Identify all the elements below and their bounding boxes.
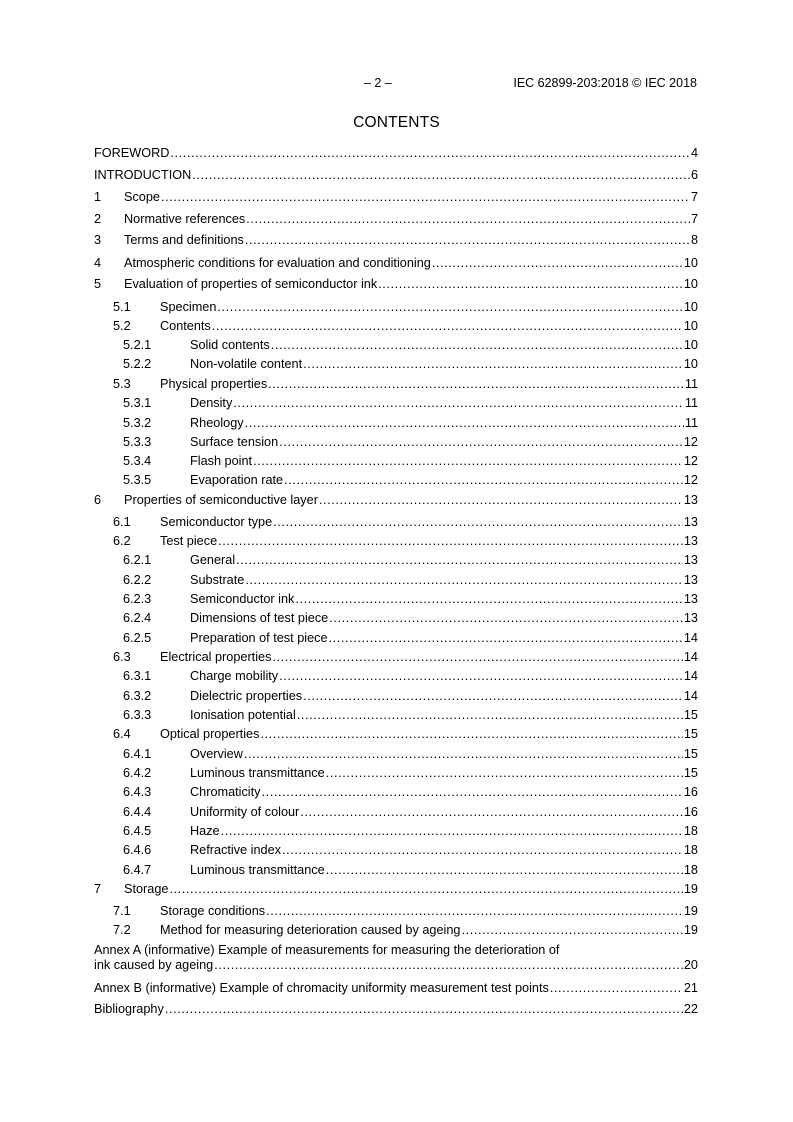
toc-entry-label: Flash point xyxy=(190,454,253,468)
toc-entry[interactable] xyxy=(94,843,698,858)
toc-entry-number: 6.3.1 xyxy=(123,669,152,683)
toc-entry-label: Storage conditions xyxy=(160,904,266,918)
toc-entry-label: ink caused by ageing xyxy=(94,958,214,972)
toc-entry[interactable] xyxy=(94,747,698,762)
toc-entry-label: Normative references xyxy=(124,212,246,226)
dot-leader xyxy=(161,190,690,205)
toc-entry[interactable] xyxy=(94,611,698,626)
toc-entry-number: 6.4.7 xyxy=(123,863,152,877)
toc-entry[interactable] xyxy=(94,168,698,183)
toc-entry[interactable] xyxy=(94,727,698,742)
dot-leader xyxy=(192,168,690,183)
dot-leader xyxy=(303,357,683,372)
toc-entry-label: Test piece xyxy=(160,534,218,548)
dot-leader xyxy=(326,766,683,781)
dot-leader xyxy=(279,435,683,450)
toc-entry-number: 7.1 xyxy=(113,904,131,918)
toc-entry[interactable] xyxy=(94,416,698,431)
toc-entry-page: 10 xyxy=(683,319,698,333)
dot-leader xyxy=(284,473,683,488)
toc-entry[interactable] xyxy=(94,785,698,800)
toc-entry-label: Specimen xyxy=(160,300,217,314)
toc-entry-page: 7 xyxy=(690,212,698,226)
toc-entry-page: 13 xyxy=(683,611,698,625)
toc-entry[interactable] xyxy=(94,435,698,450)
dot-leader xyxy=(268,377,684,392)
dot-leader xyxy=(212,319,683,334)
toc-entry[interactable] xyxy=(94,256,698,271)
toc-entry-page: 21 xyxy=(683,981,698,995)
toc-entry-page: 10 xyxy=(683,357,698,371)
toc-entry-label: Optical properties xyxy=(160,727,260,741)
toc-entry-number: 6.3 xyxy=(113,650,131,664)
toc-entry-label: Physical properties xyxy=(160,377,268,391)
toc-entry-label: Electrical properties xyxy=(160,650,272,664)
toc-entry-label: Method for measuring deterioration caused by ageing xyxy=(160,923,461,937)
dot-leader xyxy=(218,534,683,549)
toc-entry-label: Overview xyxy=(190,747,243,761)
toc-entry-label: FOREWORD xyxy=(94,146,170,160)
toc-entry-number: 5.2.2 xyxy=(123,357,152,371)
toc-entry-page: 19 xyxy=(683,923,698,937)
toc-entry[interactable] xyxy=(94,766,698,781)
toc-entry-page: 18 xyxy=(683,863,698,877)
toc-entry-page: 15 xyxy=(683,727,698,741)
toc-entry-page: 7 xyxy=(690,190,698,204)
toc-entry-number: 6.4.3 xyxy=(123,785,152,799)
toc-entry[interactable] xyxy=(94,882,698,897)
toc-entry-page: 13 xyxy=(683,493,698,507)
dot-leader xyxy=(217,300,682,315)
toc-entry-label: INTRODUCTION xyxy=(94,168,192,182)
toc-entry-label: Uniformity of colour xyxy=(190,805,300,819)
toc-entry-page: 15 xyxy=(683,766,698,780)
toc-entry[interactable] xyxy=(94,233,698,248)
toc-entry[interactable] xyxy=(94,573,698,588)
toc-entry-page: 14 xyxy=(683,669,698,683)
toc-entry-page: 15 xyxy=(683,708,698,722)
toc-entry-label: Dimensions of test piece xyxy=(190,611,329,625)
toc-entry-number: 5.3.5 xyxy=(123,473,152,487)
toc-entry-page: 22 xyxy=(683,1002,698,1016)
toc-entry-number: 5.3.2 xyxy=(123,416,152,430)
dot-leader xyxy=(297,708,683,723)
dot-leader xyxy=(378,277,683,292)
dot-leader xyxy=(272,650,682,665)
toc-entry-label: Substrate xyxy=(190,573,245,587)
toc-entry-label: Preparation of test piece xyxy=(190,631,328,645)
toc-entry-number: 3 xyxy=(94,233,102,247)
document-reference: IEC 62899-203:2018 © IEC 2018 xyxy=(513,76,697,90)
toc-entry-label: Charge mobility xyxy=(190,669,279,683)
toc-entry-label: Chromaticity xyxy=(190,785,261,799)
toc-entry-number: 5.3.4 xyxy=(123,454,152,468)
dot-leader xyxy=(169,882,682,897)
toc-entry[interactable] xyxy=(94,824,698,839)
page-number: – 2 – xyxy=(364,76,392,90)
toc-entry-label: Dielectric properties xyxy=(190,689,303,703)
toc-entry-number: 5.3.1 xyxy=(123,396,152,410)
toc-entry-page: 12 xyxy=(683,435,698,449)
toc-entry-label: Scope xyxy=(124,190,160,204)
toc-entry-number: 6.4 xyxy=(113,727,131,741)
toc-entry[interactable] xyxy=(94,454,698,469)
toc-entry-label: Contents xyxy=(160,319,211,333)
toc-entry[interactable] xyxy=(94,493,698,508)
toc-entry-label: Annex B (informative) Example of chromacity uniformity measurement test points xyxy=(94,981,549,995)
toc-entry-number: 6.2.5 xyxy=(123,631,152,645)
toc-entry-number: 5.3.3 xyxy=(123,435,152,449)
toc-entry-page: 13 xyxy=(683,553,698,567)
toc-entry-label: Ionisation potential xyxy=(190,708,296,722)
toc-entry-page: 13 xyxy=(683,573,698,587)
page-header xyxy=(94,76,697,92)
dot-leader xyxy=(266,904,683,919)
toc-entry[interactable] xyxy=(94,190,698,205)
toc-entry-label: Properties of semiconductive layer xyxy=(124,493,318,507)
toc-entry[interactable] xyxy=(94,863,698,878)
toc-entry-label: Surface tension xyxy=(190,435,279,449)
dot-leader xyxy=(279,669,683,684)
dot-leader xyxy=(245,416,684,431)
toc-entry[interactable] xyxy=(94,146,698,161)
toc-entry[interactable] xyxy=(94,212,698,227)
toc-entry[interactable] xyxy=(94,473,698,488)
toc-entry-page: 10 xyxy=(683,256,698,270)
dot-leader xyxy=(244,747,683,762)
toc-entry-number: 7 xyxy=(94,882,102,896)
toc-entry-label: Storage xyxy=(124,882,169,896)
dot-leader xyxy=(245,233,690,248)
toc-entry-number: 6.2 xyxy=(113,534,131,548)
dot-leader xyxy=(319,493,683,508)
toc-entry-label: Density xyxy=(190,396,233,410)
toc-entry[interactable] xyxy=(94,650,698,665)
toc-entry-page: 16 xyxy=(683,785,698,799)
toc-entry-number: 2 xyxy=(94,212,102,226)
toc-entry[interactable] xyxy=(94,805,698,820)
toc-entry-label-line1: Annex A (informative) Example of measurements for measuring the deterioration of xyxy=(94,943,560,957)
toc-entry[interactable] xyxy=(94,338,698,353)
toc-entry-page: 12 xyxy=(683,473,698,487)
dot-leader xyxy=(326,863,683,878)
toc-entry[interactable] xyxy=(94,515,698,530)
toc-entry-page: 14 xyxy=(683,650,698,664)
dot-leader xyxy=(221,824,683,839)
toc-entry-number: 5.3 xyxy=(113,377,131,391)
toc-entry-label: Non-volatile content xyxy=(190,357,303,371)
toc-entry[interactable] xyxy=(94,923,698,938)
toc-entry-number: 5 xyxy=(94,277,102,291)
toc-entry-page: 19 xyxy=(683,882,698,896)
toc-entry-page: 18 xyxy=(683,843,698,857)
toc-entry-page: 16 xyxy=(683,805,698,819)
toc-entry[interactable] xyxy=(94,534,698,549)
toc-entry[interactable] xyxy=(94,277,698,292)
toc-entry-number: 6.3.3 xyxy=(123,708,152,722)
toc-entry[interactable] xyxy=(94,357,698,372)
toc-entry[interactable] xyxy=(94,981,698,996)
toc-entry-number: 6.4.4 xyxy=(123,805,152,819)
toc-entry-label: Solid contents xyxy=(190,338,270,352)
toc-entry-page: 8 xyxy=(690,233,698,247)
toc-entry-page: 13 xyxy=(683,592,698,606)
toc-entry-label: Bibliography xyxy=(94,1002,164,1016)
toc-entry[interactable] xyxy=(94,319,698,334)
toc-entry-number: 6 xyxy=(94,493,102,507)
toc-entry-page: 13 xyxy=(683,534,698,548)
toc-entry-number: 6.2.1 xyxy=(123,553,152,567)
toc-entry-label: Refractive index xyxy=(190,843,281,857)
toc-entry-page: 18 xyxy=(683,824,698,838)
toc-entry-number: 6.4.2 xyxy=(123,766,152,780)
dot-leader xyxy=(432,256,683,271)
dot-leader xyxy=(329,631,683,646)
toc-entry-label: Semiconductor ink xyxy=(190,592,295,606)
toc-entry-number: 6.3.2 xyxy=(123,689,152,703)
toc-entry-page: 11 xyxy=(684,396,698,410)
toc-entry-page: 20 xyxy=(683,958,698,972)
toc-entry[interactable] xyxy=(94,904,698,919)
dot-leader xyxy=(233,396,684,411)
toc-entry[interactable] xyxy=(94,669,698,684)
toc-entry[interactable] xyxy=(94,592,698,607)
page-title: CONTENTS xyxy=(353,114,440,131)
dot-leader xyxy=(300,805,683,820)
dot-leader xyxy=(245,573,683,588)
toc-entry-number: 6.2.2 xyxy=(123,573,152,587)
toc-entry[interactable] xyxy=(94,300,698,315)
toc-entry-page: 6 xyxy=(690,168,698,182)
toc-entry-page: 14 xyxy=(683,689,698,703)
dot-leader xyxy=(262,785,683,800)
dot-leader xyxy=(214,958,683,973)
dot-leader xyxy=(550,981,683,996)
toc-entry-number: 6.4.6 xyxy=(123,843,152,857)
toc-entry[interactable] xyxy=(94,1002,698,1017)
dot-leader xyxy=(273,515,683,530)
dot-leader xyxy=(329,611,683,626)
toc-entry-number: 6.1 xyxy=(113,515,131,529)
toc-entry-label: Rheology xyxy=(190,416,244,430)
dot-leader xyxy=(253,454,683,469)
toc-entry-label: General xyxy=(190,553,236,567)
toc-entry-page: 12 xyxy=(683,454,698,468)
dot-leader xyxy=(260,727,682,742)
toc-entry-page: 10 xyxy=(683,300,698,314)
toc-entry-label: Evaporation rate xyxy=(190,473,284,487)
toc-entry-number: 7.2 xyxy=(113,923,131,937)
toc-entry-page: 15 xyxy=(683,747,698,761)
toc-entry[interactable] xyxy=(94,553,698,568)
toc-entry-page: 19 xyxy=(683,904,698,918)
dot-leader xyxy=(165,1002,683,1017)
toc-entry-page: 14 xyxy=(683,631,698,645)
toc-entry[interactable] xyxy=(94,631,698,646)
toc-entry-label: Luminous transmittance xyxy=(190,766,325,780)
toc-entry-number: 1 xyxy=(94,190,102,204)
toc-entry-label: Terms and definitions xyxy=(124,233,244,247)
toc-entry-number: 6.2.4 xyxy=(123,611,152,625)
toc-entry-page: 10 xyxy=(683,277,698,291)
toc-entry-number: 6.4.5 xyxy=(123,824,152,838)
dot-leader xyxy=(236,553,683,568)
toc-entry-label: Evaluation of properties of semiconductor ink xyxy=(124,277,378,291)
toc-entry-label: Atmospheric conditions for evaluation and conditioning xyxy=(124,256,431,270)
toc-entry-label: Haze xyxy=(190,824,220,838)
toc-entry-page: 11 xyxy=(684,377,698,391)
dot-leader xyxy=(282,843,683,858)
dot-leader xyxy=(303,689,683,704)
toc-entry-number: 5.1 xyxy=(113,300,131,314)
toc-entry[interactable] xyxy=(94,943,698,973)
toc-entry-number: 4 xyxy=(94,256,102,270)
toc-entry-number: 5.2.1 xyxy=(123,338,152,352)
toc-entry-number: 6.2.3 xyxy=(123,592,152,606)
toc-entry-label: Semiconductor type xyxy=(160,515,273,529)
dot-leader xyxy=(246,212,690,227)
dot-leader xyxy=(295,592,683,607)
toc-entry[interactable] xyxy=(94,396,698,411)
toc-entry-number: 5.2 xyxy=(113,319,131,333)
dot-leader xyxy=(271,338,683,353)
toc-entry[interactable] xyxy=(94,689,698,704)
toc-entry-page: 13 xyxy=(683,515,698,529)
toc-entry-label: Luminous transmittance xyxy=(190,863,325,877)
toc-entry-number: 6.4.1 xyxy=(123,747,152,761)
toc-entry[interactable] xyxy=(94,377,698,392)
toc-entry-page: 11 xyxy=(684,416,698,430)
toc-entry-page: 4 xyxy=(690,146,698,160)
dot-leader xyxy=(461,923,682,938)
toc-entry[interactable] xyxy=(94,708,698,723)
dot-leader xyxy=(170,146,690,161)
toc-entry-page: 10 xyxy=(683,338,698,352)
